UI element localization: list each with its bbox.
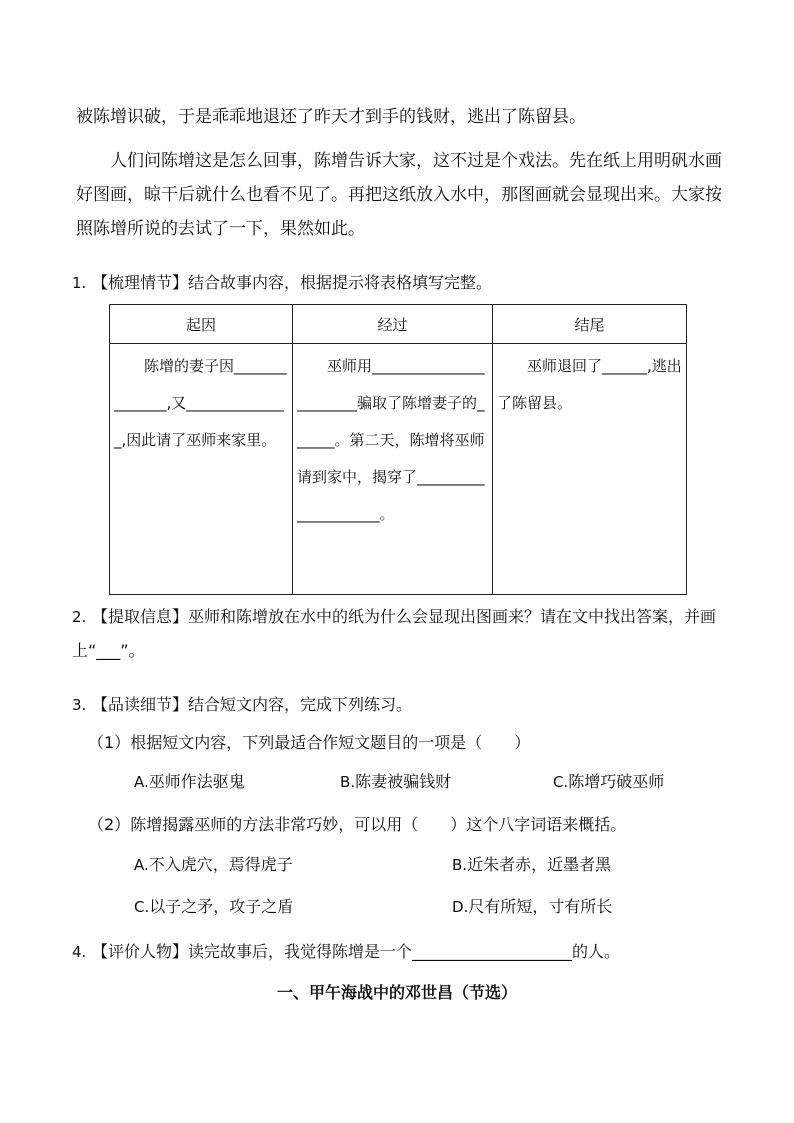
cell-cause-text: 陈增的妻子因______________,又______________,因此请了巫师来家里。 bbox=[114, 357, 287, 449]
option-text: 近朱者赤，近墨者黑 bbox=[467, 855, 612, 874]
question-1 bbox=[72, 266, 732, 300]
header-process: 经过 bbox=[293, 305, 493, 344]
header-ending: 结尾 bbox=[493, 305, 687, 344]
option-letter: A. bbox=[134, 856, 149, 874]
option-text: 陈增巧破巫师 bbox=[568, 772, 665, 791]
question-3-text: 【品读细节】结合短文内容，完成下列练习。 bbox=[92, 695, 413, 714]
option-text: 尺有所短，寸有所长 bbox=[468, 897, 613, 916]
option-text: 陈妻被骗钱财 bbox=[355, 772, 452, 791]
question-3-sub-2 bbox=[88, 809, 728, 841]
sub-1-text: 根据短文内容，下列最适合作短文题目的一项是（ ） bbox=[130, 733, 531, 752]
sub-2-label: （2） bbox=[88, 815, 131, 834]
option-letter: D. bbox=[452, 898, 469, 916]
sub-2-text: 陈增揭露巫师的方法非常巧妙，可以用（ ）这个八字词语来概括。 bbox=[130, 815, 627, 834]
option-letter: A. bbox=[134, 773, 149, 791]
passage-line-1: 被陈增识破，于是乖乖地退还了昨天才到手的钱财，逃出了陈留县。 bbox=[76, 107, 586, 127]
option-text: 巫师作法驱鬼 bbox=[148, 772, 245, 791]
cell-process-text: 巫师用_______________________骗取了陈增妻子的______。第二天，陈增将巫师请到家中，揭穿了____________________。 bbox=[297, 357, 485, 523]
sub-2-option-a[interactable] bbox=[134, 850, 293, 880]
option-text: 以子之矛，攻子之盾 bbox=[149, 897, 294, 916]
sub-2-option-b[interactable] bbox=[452, 850, 611, 880]
sub-1-option-a[interactable] bbox=[134, 767, 245, 797]
question-1-number: 1. bbox=[72, 274, 87, 292]
header-cause: 起因 bbox=[110, 305, 293, 344]
cell-cause[interactable] bbox=[110, 344, 293, 595]
option-letter: B. bbox=[452, 856, 468, 874]
sub-2-option-d[interactable] bbox=[452, 892, 612, 922]
option-letter: C. bbox=[553, 773, 569, 791]
question-3-sub-1 bbox=[88, 727, 728, 759]
question-4 bbox=[72, 935, 732, 969]
plot-table-body-row bbox=[110, 344, 687, 595]
question-3-number: 3. bbox=[72, 696, 87, 714]
option-letter: B. bbox=[340, 773, 356, 791]
sub-1-option-c[interactable] bbox=[553, 767, 664, 797]
question-2-text: 【提取信息】巫师和陈增放在水中的纸为什么会显现出图画来？请在文中找出答案，并画上“___”。 bbox=[72, 607, 717, 660]
question-2-number: 2. bbox=[72, 608, 87, 626]
sub-1-option-b[interactable] bbox=[340, 767, 451, 797]
question-2 bbox=[72, 600, 732, 668]
question-3 bbox=[72, 688, 732, 722]
cell-process[interactable] bbox=[293, 344, 493, 595]
sub-2-option-c[interactable] bbox=[134, 892, 293, 922]
option-text: 不入虎穴，焉得虎子 bbox=[148, 855, 293, 874]
cell-ending[interactable] bbox=[493, 344, 687, 595]
question-4-text: 【评价人物】读完故事后，我觉得陈增是一个____________________的人。 bbox=[92, 942, 621, 961]
sub-1-label: （1） bbox=[88, 733, 131, 752]
passage-paragraph-2: 人们问陈增这是怎么回事，陈增告诉大家，这不过是个戏法。先在纸上用明矾水画好图画，晾干后就什么也看不见了。再把这纸放入水中，那图画就会显现出来。大家按照陈增所说的去试了一下，果然如此。 bbox=[76, 151, 722, 239]
option-letter: C. bbox=[134, 898, 150, 916]
plot-table-header-row bbox=[110, 305, 687, 344]
question-4-number: 4. bbox=[72, 943, 87, 961]
next-section-title: 一、甲午海战中的邓世昌（节选） bbox=[276, 983, 517, 1002]
plot-table bbox=[109, 304, 687, 595]
question-1-text: 【梳理情节】结合故事内容，根据提示将表格填写完整。 bbox=[92, 273, 493, 292]
cell-ending-text: 巫师退回了______,逃出了陈留县。 bbox=[497, 357, 682, 412]
